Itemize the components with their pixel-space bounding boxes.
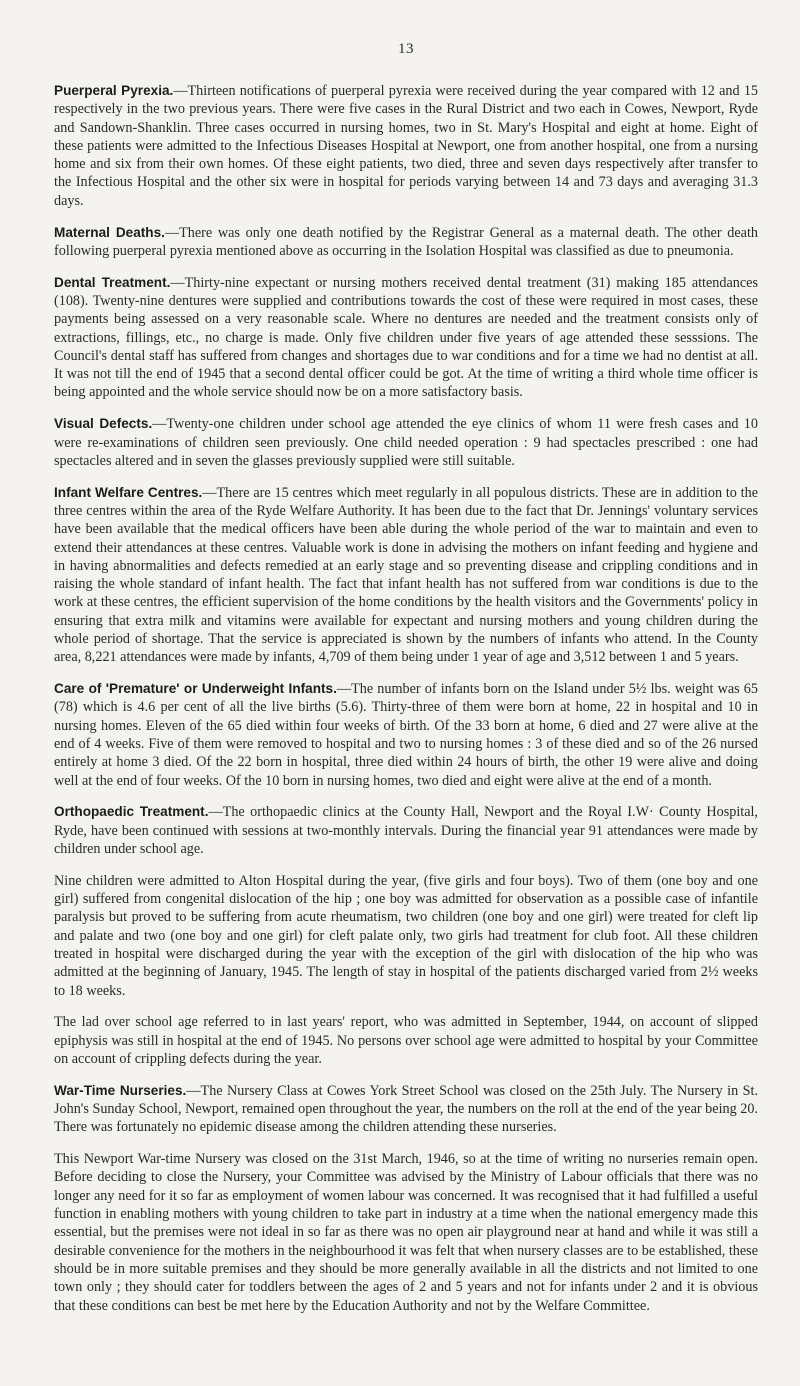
paragraph-visual-defects (54, 415, 758, 470)
paragraph-school-age-lad (54, 1013, 758, 1068)
section-body: —The orthopaedic clinics at the County Hall, Newport and the Royal I.W· County Hospital, Ryde, have been continued with sessions at two-monthly intervals. During the financial year 91 attendances were made by children under school age. (54, 804, 758, 857)
paragraph-premature-infants (54, 680, 758, 790)
section-body: —The number of infants born on the Island under 5½ lbs. weight was 65 (78) which is 4.6 per cent of all the live births (5.6). Thirty-three of them were born at home, 22 in hospital and 10 in nursing homes. Eleven of the 65 died within four weeks of birth. Of the 33 born at home, 6 died and 27 were alive at the end of 4 weeks. Five of them were removed to hospital and two to nursing homes : 3 of these died and so of the 26 nursed entirely at home 3 died. Of the 22 born in hospital, three died within 24 hours of birth, the other 19 were alive and doing well at the end of four weeks. Of the 10 born in nursing homes, two died and eight were alive at the end of a month. (54, 681, 758, 789)
section-body: —There are 15 centres which meet regularly in all populous districts. These are in addition to the three centres within the area of the Ryde Welfare Authority. It has been due to the fact that Dr. Jennings' voluntary services have been available that the medical officers have been able during the whole period of the war to maintain and even to extend their attendances at these centres. Valuable work is done in advising the mothers on infant feeding and hygiene and in having abnormalities and defects remedied at an early stage and so preventing disease and crippling conditions and in raising the whole standard of infant health. The fact that infant health has not suffered from war conditions is due to the work at these centres, the efficient supervision of the home conditions by the health visitors and the Governments' policy in ensuring that extra milk and vitamins were available for expectant and nursing mothers and young children during the whole period of shortage. That the service is appreciated is shown by the numbers of infants who attend. In the County area, 8,221 attendances were made by infants, 4,709 of them being under 1 year of age and 3,512 between 1 and 5 years. (54, 484, 758, 666)
paragraph-orthopaedic-treatment (54, 803, 758, 858)
section-heading: Dental Treatment. (54, 274, 171, 290)
section-heading: Orthopaedic Treatment. (54, 804, 209, 820)
section-body: —Thirteen notifications of puerperal pyrexia were received during the year compared with 12 and 15 respectively in the two previous years. There were five cases in the Rural District and two each in Cowes, Newport, Ryde and Sandown-Shanklin. Three cases occurred in nursing homes, two in St. Mary's Hospital and eight at home. Eight of these patients were admitted to the Infectious Diseases Hospital at Newport, one from another hospital, one from a nursing home and six from their own homes. Of these eight patients, two died, three and seven days respectively after transfer to the Infectious Hospital and the other six were in hospital for periods varying between 14 and 73 days and averaging 31.3 days. (54, 83, 759, 209)
section-body: Nine children were admitted to Alton Hospital during the year, (five girls and four boys). Two of them (one boy and one girl) suffered from congenital dislocation of the hip ; one boy was admitted for observation as a possible case of infantile paralysis but proved to be suffering from acute rheumatism, two children (one boy and one girl) were treated for cleft lip and palate and two (one boy and one girl) for cleft palate only, two girls had treatment for club foot. All these children treated in hospital were discharged during the year with the exception of the girl with dislocation of the hip who was admitted at the beginning of January, 1945. The length of stay in hospital of the patients discharged varied from 2½ weeks to 18 weeks. (54, 872, 758, 999)
section-heading: Maternal Deaths. (54, 224, 165, 240)
section-heading: Infant Welfare Centres. (54, 484, 203, 500)
paragraph-dental-treatment (54, 274, 758, 402)
section-heading: Visual Defects. (54, 416, 153, 432)
section-heading: War-Time Nurseries. (54, 1082, 187, 1098)
page-number: 13 (398, 41, 414, 57)
paragraph-infant-welfare-centres (54, 484, 758, 667)
section-body: This Newport War-time Nursery was closed on the 31st March, 1946, so at the time of writing no nurseries remain open. Before deciding to close the Nursery, your Committee was advised by the Ministry of Labour officials that there was no longer any need for it so far as employment of women labour was concerned. It was recognised that it had fulfilled a useful function in enabling mothers with young children to take part in industry at a time when the national emergency made this essential, but the premises were not ideal in so far as there was no open air playground near at hand and while it was still a desirable convenience for the mothers in the neighbourhood it was felt that when nursery classes are to be established, these should be in more suitable premises and they should be more generally available in all the districts and not limited to one town only ; they should cater for toddlers between the ages of 2 and 5 years and not for infants under 2 and it is obvious that these conditions can best be met here by the Education Authority and not by the Welfare Committee. (54, 1151, 758, 1314)
section-heading: Puerperal Pyrexia. (54, 83, 174, 98)
paragraph-alton-hospital (54, 872, 758, 1000)
section-heading: Care of 'Premature' or Underweight Infants. (54, 681, 337, 697)
paragraph-newport-nursery-closure (54, 1150, 758, 1315)
section-body: —The Nursery Class at Cowes York Street School was closed on the 25th July. The Nursery in St. John's Sunday School, Newport, remained open throughout the year, the numbers on the roll at the end of the year being 20. There was fortunately no epidemic disease among the children attending these nurseries. (54, 1082, 758, 1136)
section-body: —Thirty-nine expectant or nursing mothers received dental treatment (31) making 185 attendances (108). Twenty-nine dentures were supplied and contributions towards the cost of these were required in most cases, these payments being assessed on a very reasonable scale. Where no dentures are needed and the treatment consists only of extractions, fillings, etc., no charge is made. Only five children under five years of age attended these sesssions. The Council's dental staff has suffered from changes and shortages due to war conditions and for a time we had no dentist at all. It was not till the end of 1945 that a second dental officer could be got. At the time of writing a third whole time officer is being appointed and the whole service should now be on a more satisfactory basis. (54, 274, 758, 401)
section-body: —There was only one death notified by the Registrar General as a maternal death. The other death following puerperal pyrexia mentioned above as occurring in the Isolation Hospital was classified as due to pneumonia. (54, 224, 758, 259)
section-body: The lad over school age referred to in last years' report, who was admitted in September, 1944, on account of slipped epiphysis was still in hospital at the end of 1945. No persons over school age were admitted to hospital by your Committee on account of crippling defects during the year. (54, 1014, 758, 1067)
paragraph-war-time-nurseries (54, 1082, 758, 1137)
section-body: —Twenty-one children under school age attended the eye clinics of whom 11 were fresh cases and 10 were re-examinations of children seen previously. One child needed operation : 9 had spectacles prescribed : one had spectacles altered and in seven the glasses previously supplied were still suitable. (54, 416, 758, 469)
paragraph-maternal-deaths (54, 224, 758, 261)
paragraph-puerperal-pyrexia (54, 82, 758, 210)
